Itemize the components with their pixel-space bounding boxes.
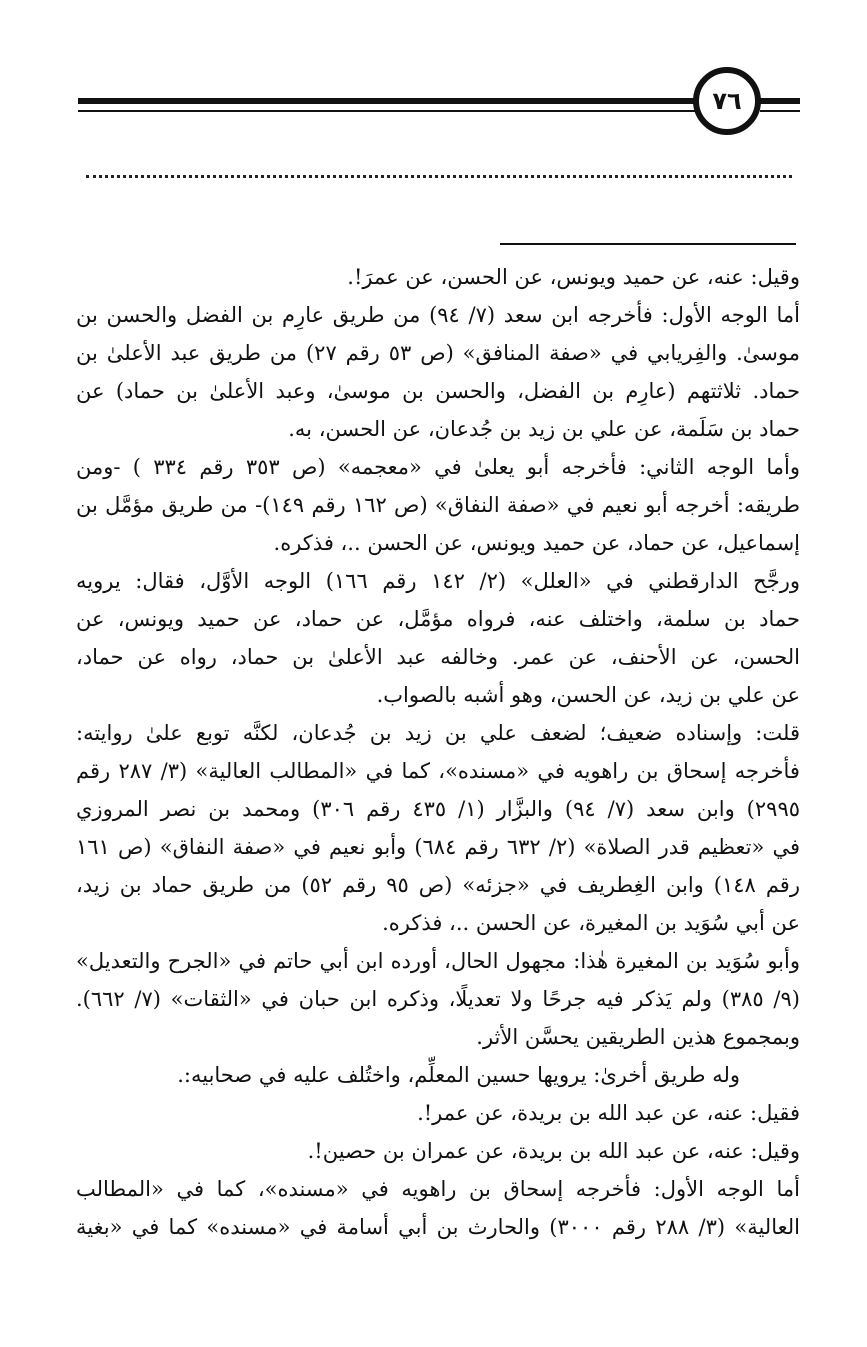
text-line: وله طريق أخرىٰ: يرويها حسين المعلِّم، واختُلف عليه في صحابيه:.	[177, 1063, 740, 1087]
text-line: موسىٰ. والفِريابي في «صفة المنافق» (ص ٥٣ رقم ٢٧) من طريق عبد الأعلىٰ بن	[76, 341, 800, 365]
footnote-text	[76, 258, 800, 1246]
text-line: وقيل: عنه، عن عبد الله بن بريدة، عن عمران بن حصين!.	[307, 1139, 800, 1163]
text-line: في «تعظيم قدر الصلاة» (٢/ ٦٣٢ رقم ٦٨٤) وأبو نعيم في «صفة النفاق» (ص ١٦١	[76, 835, 800, 859]
page-number: ٧٦	[712, 87, 742, 115]
dotted-separator	[86, 175, 792, 178]
page-number-badge	[693, 67, 761, 135]
header-rule-tab-thin	[760, 110, 800, 112]
text-line: العالية» (٣/ ٢٨٨ رقم ٣٠٠٠) والحارث بن أبي أسامة في «مسنده» كما في «بغية	[76, 1215, 800, 1239]
footnote-rule	[500, 243, 796, 245]
text-line: طريقه: أخرجه أبو نعيم في «صفة النفاق» (ص ١٦٢ رقم ١٤٩)- من طريق مؤمَّل بن	[76, 493, 800, 517]
text-line: عن علي بن زيد، عن الحسن، وهو أشبه بالصواب.	[376, 683, 800, 707]
text-line: وقيل: عنه، عن حميد ويونس، عن الحسن، عن عمرَ!.	[347, 265, 800, 289]
text-line: عن أبي سُوَيد بن المغيرة، عن الحسن ..، فذكره.	[382, 911, 800, 935]
text-line: حماد. ثلاثتهم (عارِم بن الفضل، والحسن بن موسىٰ، وعبد الأعلىٰ بن حماد) عن	[76, 379, 800, 403]
text-line: إسماعيل، عن حماد، عن حميد ويونس، عن الحسن ..، فذكره.	[273, 531, 800, 555]
text-line: أما الوجه الأول: فأخرجه ابن سعد (٧/ ٩٤) من طريق عارِم بن الفضل والحسن بن	[76, 303, 800, 327]
text-line: وأبو سُوَيد بن المغيرة هٰذا: مجهول الحال، أورده ابن أبي حاتم في «الجرح والتعديل»	[76, 949, 800, 973]
text-line: فقيل: عنه، عن عبد الله بن بريدة، عن عمر!.	[417, 1101, 800, 1125]
text-line: وأما الوجه الثاني: فأخرجه أبو يعلىٰ في «معجمه» (ص ٣٥٣ رقم ٣٣٤ ) -ومن	[76, 455, 800, 479]
text-line: الحسن، عن الأحنف، عن عمر. وخالفه عبد الأعلىٰ بن حماد، رواه عن حماد،	[76, 645, 800, 669]
text-line: فأخرجه إسحاق بن راهويه في «مسنده»، كما في «المطالب العالية» (٣/ ٢٨٧ رقم	[76, 759, 800, 783]
text-line: وبمجموع هذين الطريقين يحسَّن الأثر.	[476, 1025, 800, 1049]
header-rule-tab-thick	[760, 98, 800, 104]
text-line: ورجَّح الدارقطني في «العلل» (٢/ ١٤٢ رقم ١٦٦) الوجه الأوَّل، فقال: يرويه	[76, 569, 800, 593]
text-line: حماد بن سلمة، واختلف عنه، فرواه مؤمَّل، عن حماد، عن حميد ويونس، عن	[76, 607, 800, 631]
text-line: حماد بن سَلَمة، عن علي بن زيد بن جُدعان، عن الحسن، به.	[288, 417, 800, 441]
text-line: رقم ١٤٨) وابن الغِطريف في «جزئه» (ص ٩٥ رقم ٥٢) من طريق حماد بن زيد،	[76, 873, 800, 897]
header-rule-thick	[78, 98, 698, 104]
header-rule-thin	[78, 110, 698, 112]
text-line: أما الوجه الأول: فأخرجه إسحاق بن راهويه في «مسنده»، كما في «المطالب	[76, 1177, 800, 1201]
text-line: ٢٩٩٥) وابن سعد (٧/ ٩٤) والبزَّار (١/ ٤٣٥ رقم ٣٠٦) ومحمد بن نصر المروزي	[76, 797, 800, 821]
text-line: (٩/ ٣٨٥) ولم يَذكر فيه جرحًا ولا تعديلًا، وذكره ابن حبان في «الثقات» (٧/ ٦٦٢).	[76, 987, 800, 1011]
text-line: قلت: وإسناده ضعيف؛ لضعف علي بن زيد بن جُدعان، لكنَّه توبع علىٰ روايته:	[76, 721, 800, 745]
